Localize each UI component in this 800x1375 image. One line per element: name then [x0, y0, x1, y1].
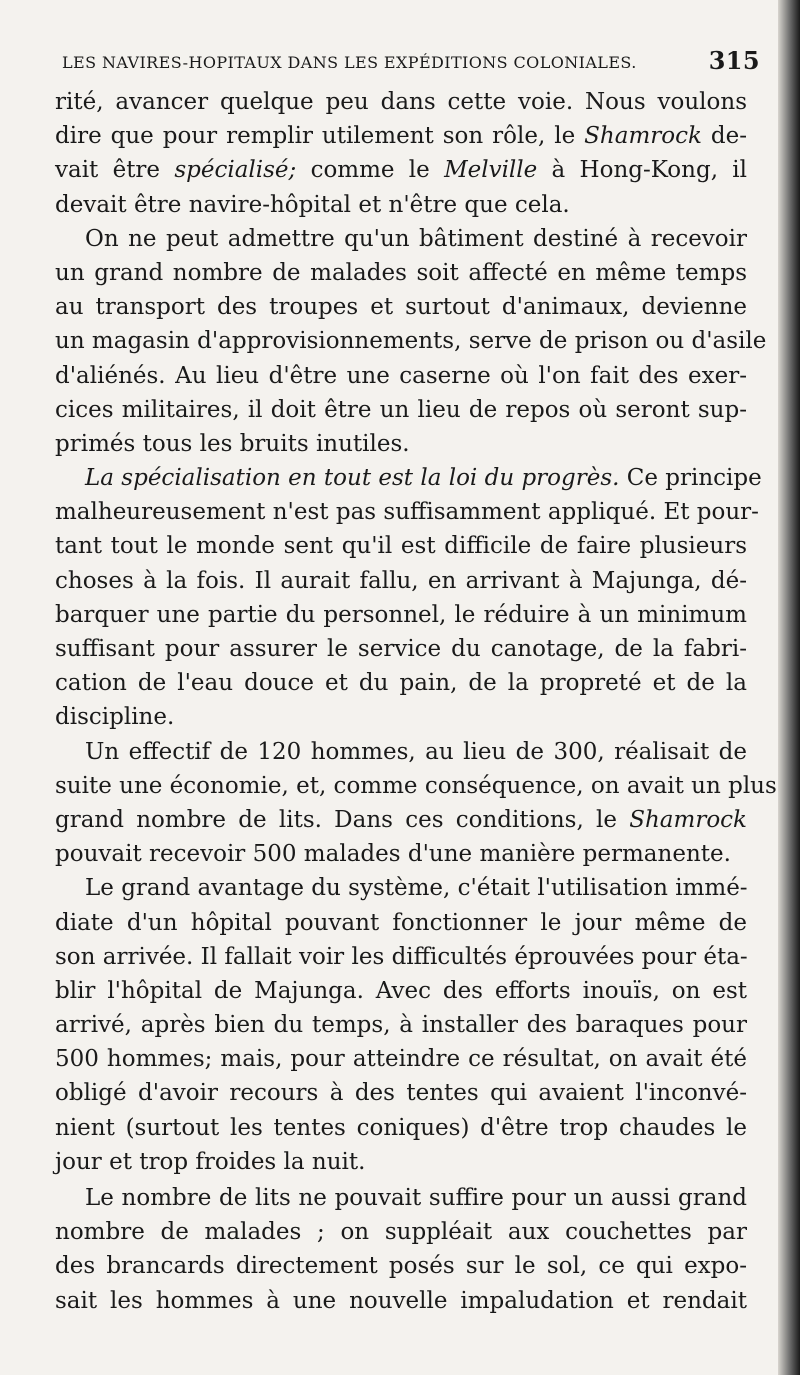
- ship-name-shamrock: Shamrock: [629, 806, 747, 833]
- text-line: nombre de malades ; on suppléait aux couchettes par: [55, 1219, 747, 1246]
- text-line: jour et trop froides la nuit.: [55, 1148, 366, 1175]
- page-number: 315: [708, 46, 760, 75]
- text-line: On ne peut admettre qu'un bâtiment destiné à recevoir: [85, 225, 747, 252]
- text-line: Le nombre de lits ne pouvait suffire pour un aussi grand: [85, 1185, 747, 1211]
- text-line: malheureusement n'est pas suffisamment appliqué. Et pour-: [55, 499, 759, 526]
- text-line: au transport des troupes et surtout d'animaux, devienne: [55, 294, 747, 321]
- ship-name-shamrock: Shamrock: [584, 123, 702, 150]
- text-line: Le grand avantage du système, c'était l'utilisation immé-: [85, 875, 748, 902]
- text-line: primés tous les bruits inutiles.: [55, 430, 410, 457]
- page-header: [62, 44, 760, 78]
- text-line: discipline.: [55, 704, 175, 731]
- text-line: un magasin d'approvisionnements, serve de prison ou d'asile: [55, 328, 767, 355]
- text-line: sait les hommes à une nouvelle impaludation et rendait: [55, 1287, 747, 1314]
- text-line: grand nombre de lits. Dans ces conditions, le Shamrock: [55, 806, 747, 833]
- text-line: dire que pour remplir utilement son rôle, le Shamrock de-: [55, 123, 748, 150]
- ship-name-melville: Melville: [444, 157, 538, 184]
- text-line: d'aliénés. Au lieu d'être une caserne où l'on fait des exer-: [55, 362, 747, 389]
- text-line: cation de l'eau douce et du pain, de la propreté et de la: [55, 670, 747, 697]
- text-line: obligé d'avoir recours à des tentes qui avaient l'inconvé-: [55, 1080, 747, 1107]
- text-line: un grand nombre de malades soit affecté en même temps: [55, 259, 747, 286]
- text-line: diate d'un hôpital pouvant fonctionner le jour même de: [55, 909, 747, 936]
- text-line: blir l'hôpital de Majunga. Avec des efforts inouïs, on est: [55, 977, 747, 1004]
- text-line: tant tout le monde sent qu'il est difficile de faire plusieurs: [55, 533, 747, 560]
- text-line: cices militaires, il doit être un lieu de repos où seront sup-: [55, 396, 747, 423]
- text-line: son arrivée. Il fallait voir les difficultés éprouvées pour éta-: [55, 943, 748, 970]
- page-edge-shadow: [778, 0, 800, 1375]
- body-text: [55, 85, 777, 1318]
- text-line: pouvait recevoir 500 malades d'une manière permanente.: [55, 841, 731, 868]
- text-line: La spécialisation en tout est la loi du progrès. Ce principe: [85, 465, 762, 492]
- text-line: suite une économie, et, comme conséquence, on avait un plus: [55, 772, 777, 799]
- text-line: Un effectif de 120 hommes, au lieu de 300, réalisait de: [85, 738, 747, 765]
- text-line: barquer une partie du personnel, le réduire à un minimum: [55, 601, 747, 628]
- text-line: 500 hommes; mais, pour atteindre ce résultat, on avait été: [55, 1046, 747, 1073]
- text-line: rité, avancer quelque peu dans cette voie. Nous voulons: [55, 89, 747, 115]
- italic-maxim: La spécialisation en tout est la loi du progrès.: [85, 465, 620, 492]
- text-line: nient (surtout les tentes coniques) d'être trop chaudes le: [55, 1114, 747, 1141]
- running-title: LES NAVIRES-HOPITAUX DANS LES EXPÉDITIONS COLONIALES.: [62, 53, 637, 72]
- text-line: devait être navire-hôpital et n'être que cela.: [55, 191, 570, 218]
- text-line: suffisant pour assurer le service du canotage, de la fabri-: [55, 636, 747, 662]
- text-line: arrivé, après bien du temps, à installer des baraques pour: [55, 1012, 747, 1039]
- text-line: choses à la fois. Il aurait fallu, en arrivant à Majunga, dé-: [55, 567, 747, 594]
- text-line: vait être spécialisé; comme le Melville à Hong-Kong, il: [55, 157, 747, 184]
- text-line: des brancards directement posés sur le sol, ce qui expo-: [55, 1253, 747, 1280]
